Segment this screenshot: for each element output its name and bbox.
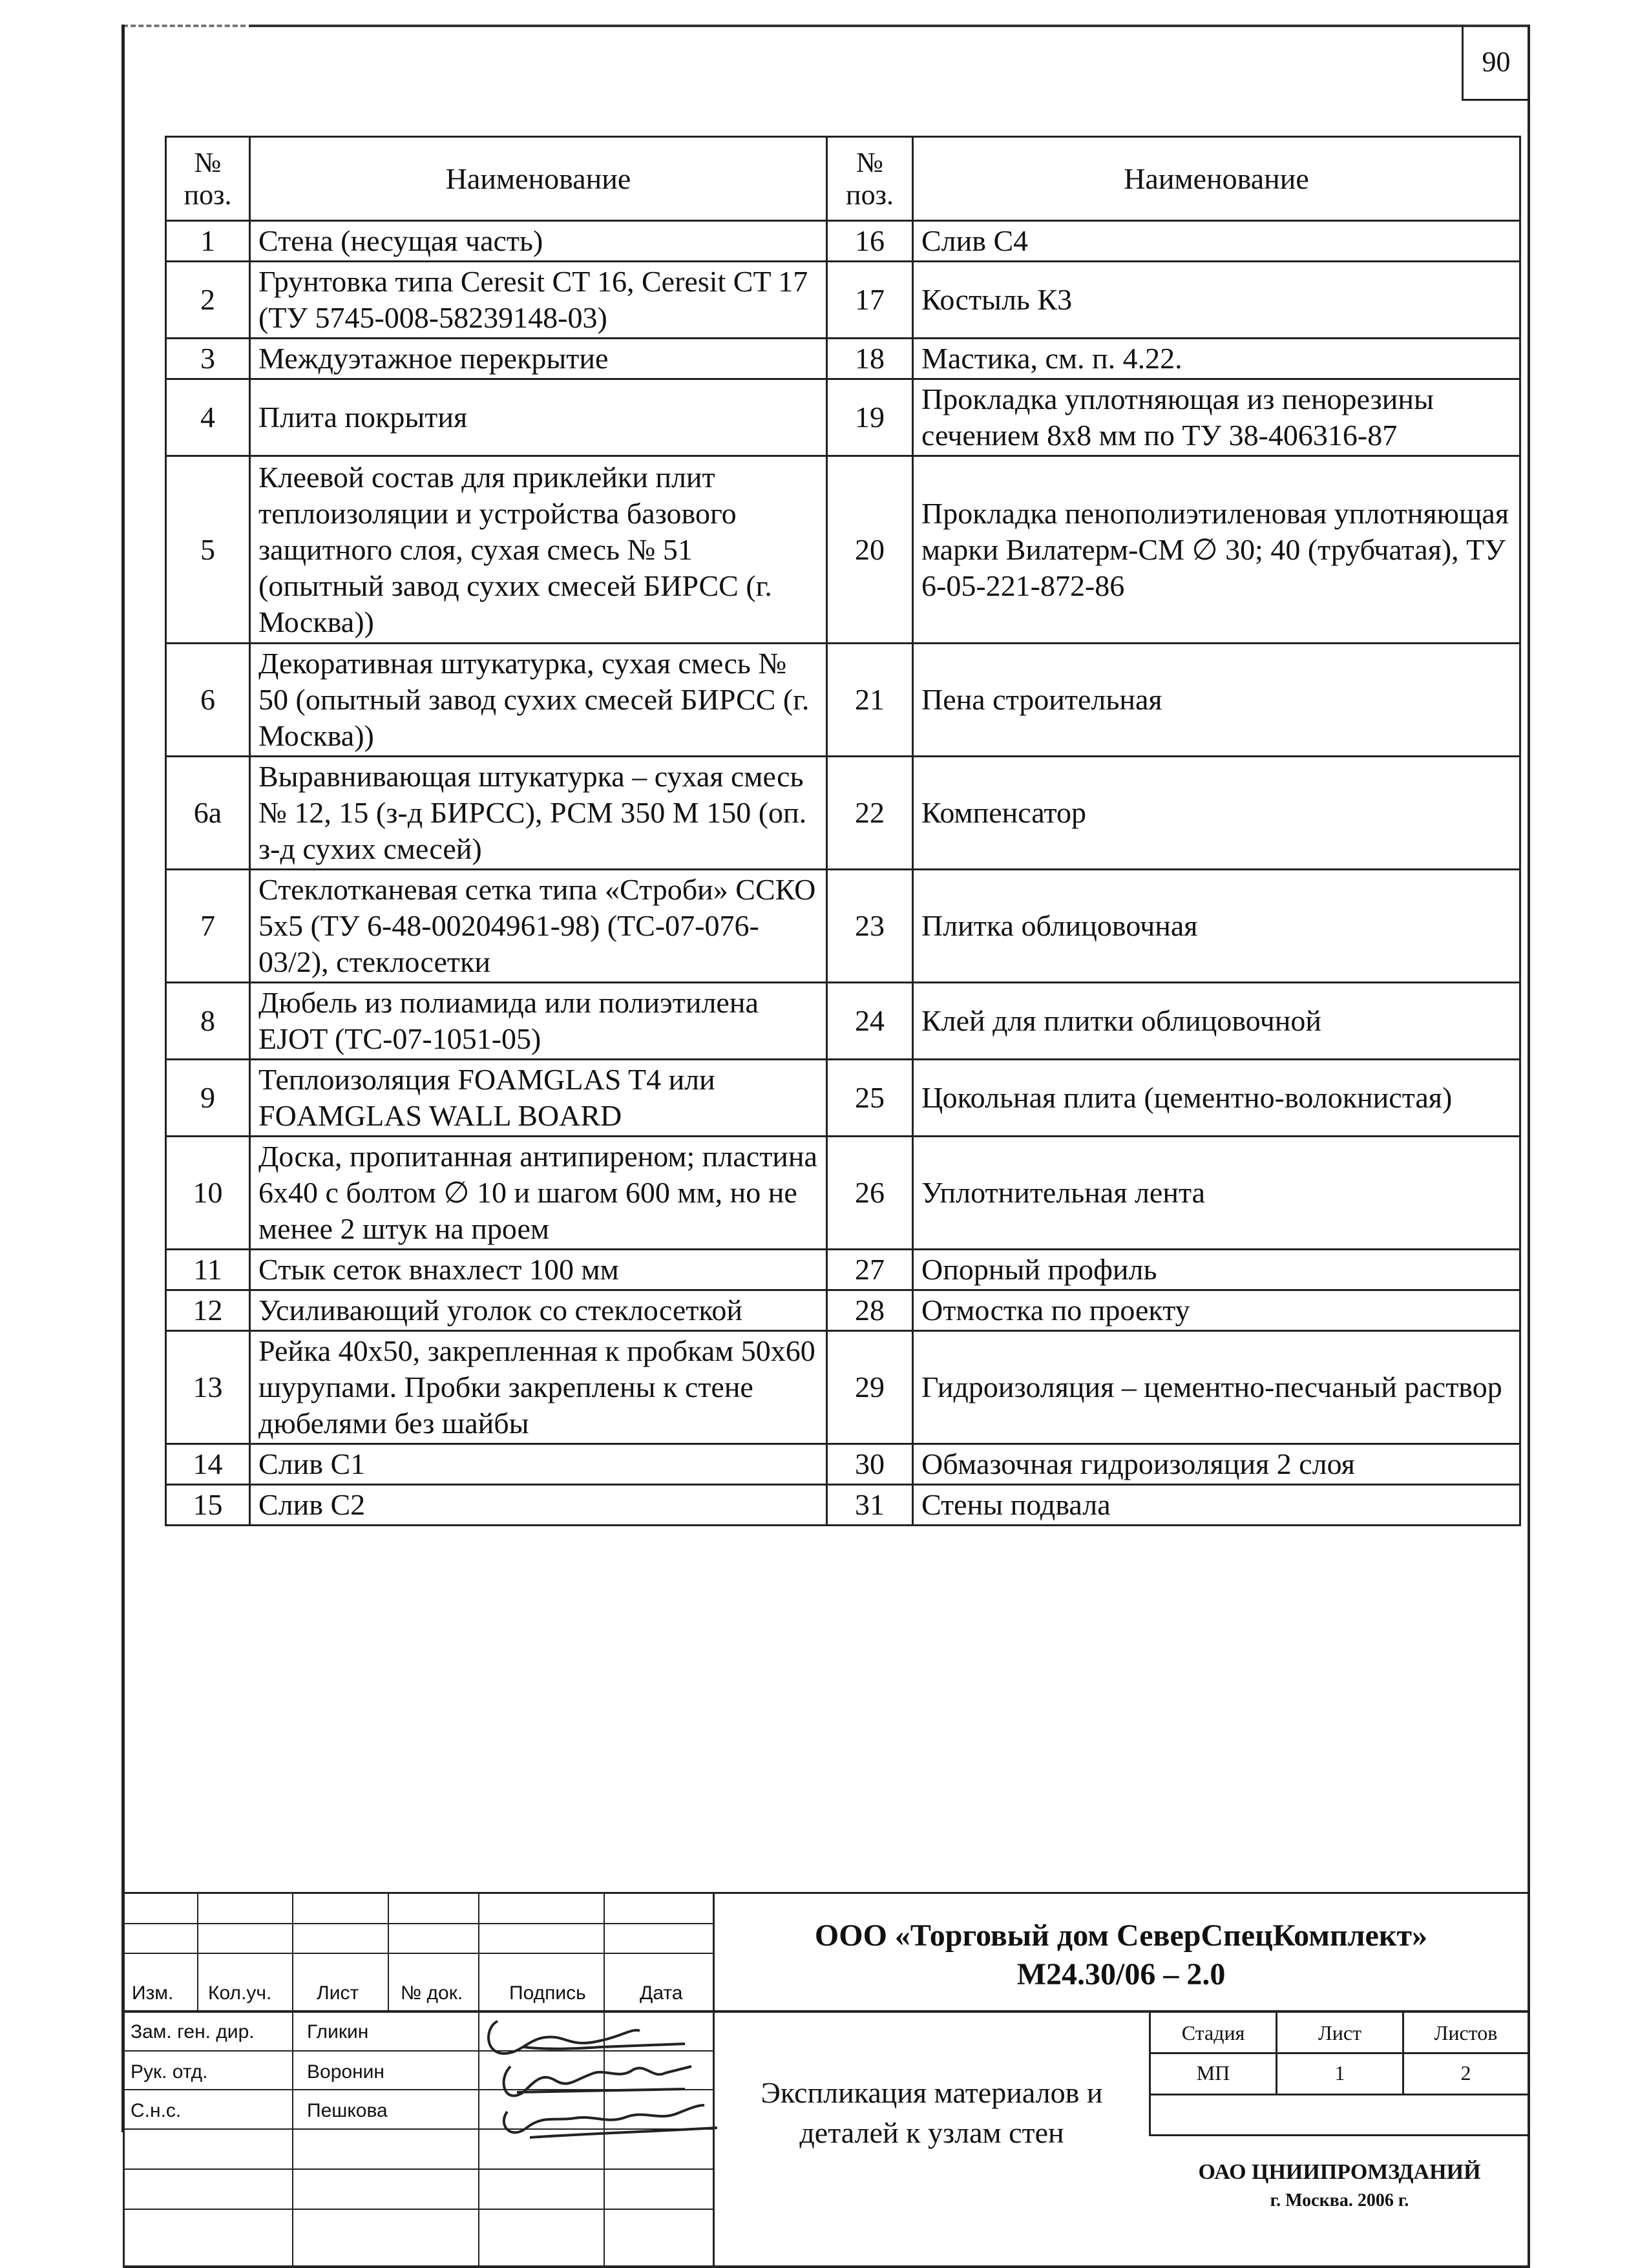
row-num-left: 7 [166, 870, 250, 983]
row-num-left: 8 [166, 983, 250, 1060]
row-num-left: 6 [166, 644, 250, 757]
row-name-left: Стена (несущая часть) [250, 221, 827, 262]
row-name-left: Слив С2 [250, 1485, 827, 1526]
row-name-left: Стык сеток внахлест 100 мм [250, 1250, 827, 1290]
row-num-right: 18 [827, 339, 913, 379]
row-name-right: Костыль К3 [913, 262, 1520, 339]
col-kol-uch: Кол.уч. [208, 1982, 272, 2004]
sheets-label: Листов [1434, 2021, 1498, 2044]
sheet-value: 1 [1334, 2061, 1345, 2084]
row-num-right: 19 [827, 379, 913, 456]
table-row [166, 1290, 1520, 1331]
row-num-right: 23 [827, 870, 913, 983]
row-name-right: Опорный профиль [913, 1250, 1520, 1290]
row-num-left: 6а [166, 757, 250, 870]
row-name-left: Рейка 40х50, закрепленная к пробкам 50х60 шурупами. Пробки закреплены к стене дюбелями без шайбы [250, 1331, 827, 1444]
row-name-left: Плита покрытия [250, 379, 827, 456]
row-num-left: 13 [166, 1331, 250, 1444]
row-num-left: 15 [166, 1485, 250, 1526]
row-num-right: 28 [827, 1290, 913, 1331]
page-number: 90 [1462, 25, 1529, 101]
row-name-left: Усиливающий уголок со стеклосеткой [250, 1290, 827, 1331]
row-num-right: 25 [827, 1060, 913, 1137]
row-num-right: 29 [827, 1331, 913, 1444]
drawing-title: Экспликация материалов и деталей к узлам стен [761, 2076, 1103, 2149]
col-sign: Подпись [509, 1982, 586, 2004]
row-num-right: 21 [827, 644, 913, 757]
row-name-right: Плитка облицовочная [913, 870, 1520, 983]
header-num-right: № поз. [827, 137, 913, 221]
row-name-left: Междуэтажное перекрытие [250, 339, 827, 379]
row-name-right: Цокольная плита (цементно-волокнистая) [913, 1060, 1520, 1137]
row-name-right: Клей для плитки облицовочной [913, 983, 1520, 1060]
table-row [166, 339, 1520, 379]
name-peshkova: Пешкова [307, 2100, 388, 2121]
table-row [166, 1250, 1520, 1290]
col-date: Дата [640, 1982, 683, 2004]
table-row [166, 870, 1520, 983]
row-name-left: Слив С1 [250, 1444, 827, 1485]
stage-value: МП [1196, 2061, 1230, 2084]
table-row [166, 1331, 1520, 1444]
row-num-right: 27 [827, 1250, 913, 1290]
col-list: Лист [317, 1982, 359, 2004]
row-num-right: 31 [827, 1485, 913, 1526]
row-name-left: Дюбель из полиамида или полиэтилена EJOT (ТС-07-1051-05) [250, 983, 827, 1060]
name-voronin: Воронин [307, 2061, 384, 2083]
document-code: М24.30/06 – 2.0 [1016, 1957, 1226, 1991]
table-row [166, 379, 1520, 456]
row-num-left: 10 [166, 1137, 250, 1250]
row-name-left: Клеевой состав для приклейки плит теплоизоляции и устройства базового защитного слоя, сухая смесь № 51 (опытный завод сухих смесей БИРСС (г. Москва)) [250, 456, 827, 644]
table-row [166, 644, 1520, 757]
header-name-right: Наименование [913, 137, 1520, 221]
row-num-left: 9 [166, 1060, 250, 1137]
header-name-left: Наименование [250, 137, 827, 221]
row-num-left: 12 [166, 1290, 250, 1331]
row-name-right: Гидроизоляция – цементно-песчаный раствор [913, 1331, 1520, 1444]
frame-top-dashed-edge [123, 25, 246, 27]
name-glikin: Гликин [307, 2021, 369, 2042]
title-block [123, 1892, 1530, 2268]
frame-left-edge [121, 25, 125, 2132]
table-row [166, 262, 1520, 339]
col-doc: № док. [401, 1982, 463, 2004]
stage-label: Стадия [1181, 2021, 1245, 2044]
row-name-right: Прокладка уплотняющая из пенорезины сечением 8х8 мм по ТУ 38-406316-87 [913, 379, 1520, 456]
row-num-right: 20 [827, 456, 913, 644]
row-name-right: Пена строительная [913, 644, 1520, 757]
row-num-left: 3 [166, 339, 250, 379]
row-name-left: Теплоизоляция FOAMGLAS T4 или FOAMGLAS WALL BOARD [250, 1060, 827, 1137]
row-num-right: 16 [827, 221, 913, 262]
table-row [166, 1137, 1520, 1250]
frame-top-edge [249, 25, 1528, 27]
row-name-right: Компенсатор [913, 757, 1520, 870]
sheet-label: Лист [1318, 2021, 1361, 2044]
row-name-right: Обмазочная гидроизоляция 2 слоя [913, 1444, 1520, 1485]
row-num-right: 26 [827, 1137, 913, 1250]
row-name-left: Стеклотканевая сетка типа «Строби» ССКО 5х5 (ТУ 6-48-00204961-98) (ТС-07-076-03/2), стеклосетки [250, 870, 827, 983]
role-deputy-director: Зам. ген. дир. [131, 2021, 255, 2042]
row-num-left: 5 [166, 456, 250, 644]
row-name-left: Доска, пропитанная антипиреном; пластина 6х40 с болтом ∅ 10 и шагом 600 мм, но не менее 2 штук на проем [250, 1137, 827, 1250]
row-num-right: 17 [827, 262, 913, 339]
row-num-left: 4 [166, 379, 250, 456]
table-row [166, 221, 1520, 262]
row-num-left: 1 [166, 221, 250, 262]
table-row [166, 983, 1520, 1060]
row-num-left: 11 [166, 1250, 250, 1290]
table-body [166, 221, 1520, 1526]
table-row [166, 1060, 1520, 1137]
row-num-left: 2 [166, 262, 250, 339]
row-num-right: 22 [827, 757, 913, 870]
row-name-right: Отмостка по проекту [913, 1290, 1520, 1331]
table-row [166, 1485, 1520, 1526]
row-name-right: Стены подвала [913, 1485, 1520, 1526]
row-num-right: 30 [827, 1444, 913, 1485]
explication-table [165, 136, 1521, 1526]
company-name: ООО «Торговый дом СеверСпецКомплект» [814, 1918, 1428, 1953]
row-num-right: 24 [827, 983, 913, 1060]
table-row [166, 1444, 1520, 1485]
row-name-right: Уплотнительная лента [913, 1137, 1520, 1250]
row-num-left: 14 [166, 1444, 250, 1485]
header-num-left: № поз. [166, 137, 250, 221]
role-senior-researcher: С.н.с. [131, 2100, 182, 2121]
row-name-right: Слив С4 [913, 221, 1520, 262]
row-name-left: Грунтовка типа Ceresit CT 16, Ceresit CT 17 (ТУ 5745-008-58239148-03) [250, 262, 827, 339]
table-row [166, 456, 1520, 644]
col-izm: Изм. [132, 1982, 174, 2004]
organization-city-year: г. Москва. 2006 г. [1270, 2190, 1409, 2210]
row-name-left: Выравнивающая штукатурка – сухая смесь № 12, 15 (з-д БИРСС), РСМ 350 М 150 (оп. з-д сухих смесей) [250, 757, 827, 870]
frame-right-edge [1528, 25, 1530, 1892]
organization-name: ОАО ЦНИИПРОМЗДАНИЙ [1198, 2160, 1481, 2184]
row-name-right: Мастика, см. п. 4.22. [913, 339, 1520, 379]
table-row [166, 757, 1520, 870]
row-name-right: Прокладка пенополиэтиленовая уплотняющая марки Вилатерм-СМ ∅ 30; 40 (трубчатая), ТУ 6-05-221-872-86 [913, 456, 1520, 644]
row-name-left: Декоративная штукатурка, сухая смесь № 50 (опытный завод сухих смесей БИРСС (г. Москва)) [250, 644, 827, 757]
sheets-value: 2 [1460, 2061, 1471, 2084]
role-dept-head: Рук. отд. [131, 2061, 208, 2083]
